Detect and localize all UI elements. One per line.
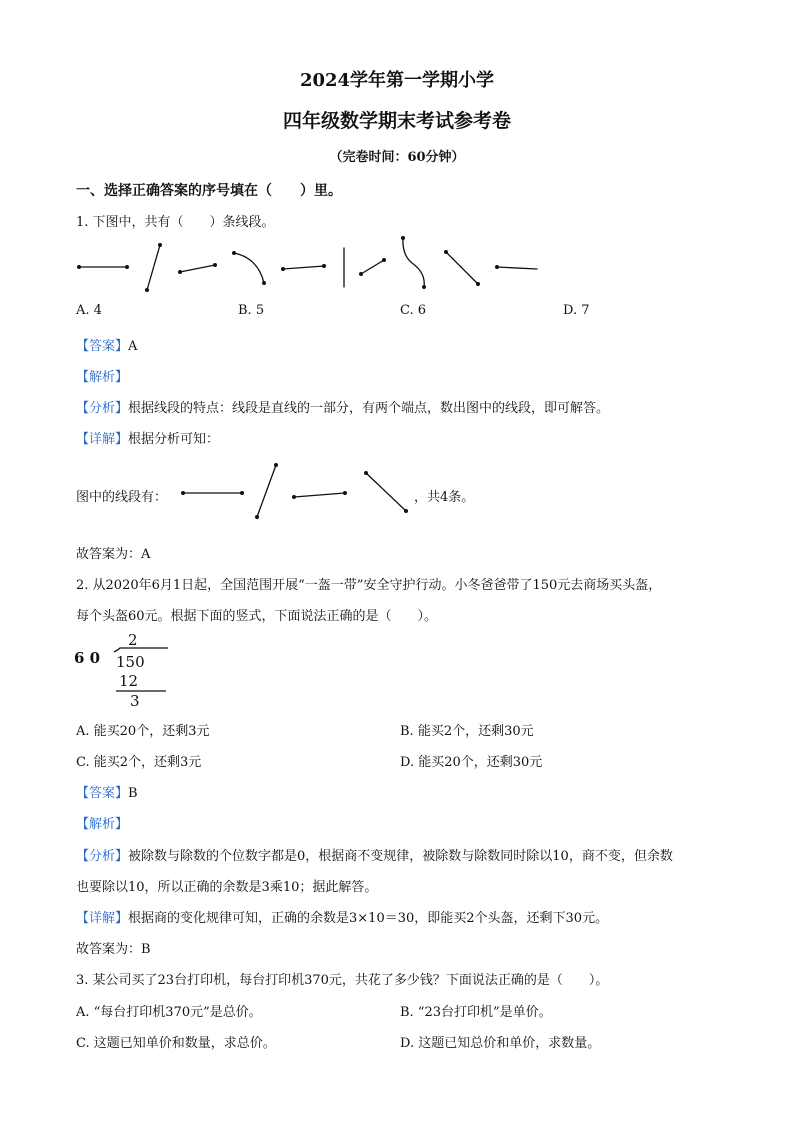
question-2-stem-line-2: 每个头盔60元。根据下面的竖式，下面说法正确的是（ ）。 bbox=[76, 609, 438, 624]
figure-segment-2 bbox=[147, 245, 160, 290]
q2-fenxi-text: 被除数与除数的个位数字都是0，根据商不变规律，被除数与除数同时除以10，商不变，但余数 bbox=[128, 849, 673, 864]
q2-answer-line bbox=[76, 782, 138, 801]
q2-option-c: C. 能买2个，还剩3元 bbox=[76, 755, 202, 770]
fenxi-tag: 【分析】 bbox=[76, 401, 129, 416]
analysis-tag: 【解析】 bbox=[76, 370, 129, 385]
option-c: C. 6 bbox=[400, 303, 427, 318]
division-quotient: 2 bbox=[128, 631, 138, 649]
q2-analysis-xiangjie bbox=[76, 907, 608, 926]
q2-analysis-fenxi bbox=[76, 845, 673, 864]
solution-segment-3 bbox=[294, 493, 345, 497]
q2-xiangjie-tag: 【详解】 bbox=[76, 911, 129, 926]
division-bracket bbox=[74, 628, 174, 710]
q3-option-a: A. “每台打印机370元”是总价。 bbox=[76, 1005, 262, 1020]
q2-option-b: B. 能买2个，还剩30元 bbox=[400, 724, 534, 739]
q2-fenxi-tag: 【分析】 bbox=[76, 849, 129, 864]
answer-line bbox=[76, 335, 137, 354]
question-1-stem: 1. 下图中，共有（ ）条线段。 bbox=[76, 215, 275, 230]
exam-duration: （完卷时间：60分钟） bbox=[329, 150, 465, 165]
figure-curve-1 bbox=[234, 253, 264, 283]
fenxi-text: 根据线段的特点：线段是直线的一部分，有两个端点，数出图中的线段，即可解答。 bbox=[128, 401, 610, 416]
answer-tag: 【答案】 bbox=[76, 339, 129, 354]
question-1-solution-figure bbox=[0, 455, 794, 525]
q3-option-c: C. 这题已知单价和数量，求总价。 bbox=[76, 1036, 276, 1051]
figure-segment-4 bbox=[283, 266, 324, 269]
xiangjie-text: 根据分析可知： bbox=[128, 432, 220, 447]
q2-answer-tag: 【答案】 bbox=[76, 786, 129, 801]
q2-option-a: A. 能买20个，还剩3元 bbox=[76, 724, 210, 739]
page-subtitle: 四年级数学期末考试参考卷 bbox=[282, 110, 511, 132]
option-a: A. 4 bbox=[76, 303, 102, 318]
q2-conclusion: 故答案为：B bbox=[76, 942, 151, 957]
xiangjie-tag: 【详解】 bbox=[76, 432, 129, 447]
analysis-fenxi bbox=[76, 397, 609, 416]
conclusion: 故答案为：A bbox=[76, 547, 151, 562]
option-b: B. 5 bbox=[238, 303, 265, 318]
q3-option-d: D. 这题已知总价和单价，求数量。 bbox=[400, 1036, 601, 1051]
solution-segment-4 bbox=[366, 473, 406, 511]
question-2-stem-line-1: 2. 从2020年6月1日起，全国范围开展“一盔一带”安全守护行动。小冬爸爸带了150元去商场买头盔， bbox=[76, 578, 662, 593]
q2-analysis-tag: 【解析】 bbox=[76, 817, 129, 832]
q3-option-b: B. “23台打印机”是单价。 bbox=[400, 1005, 552, 1020]
analysis-xiangjie bbox=[76, 428, 219, 447]
figure-curve-2 bbox=[403, 238, 424, 287]
option-d: D. 7 bbox=[563, 303, 590, 318]
division-remainder: 3 bbox=[130, 692, 140, 710]
division-dividend: 150 bbox=[116, 653, 145, 671]
page-title: 2024学年第一学期小学 bbox=[299, 70, 495, 91]
figure-segment-3 bbox=[180, 265, 215, 272]
section-heading: 一、选择正确答案的序号填在（ ）里。 bbox=[76, 183, 342, 199]
division-product: 12 bbox=[119, 672, 139, 690]
figure-ray bbox=[497, 267, 537, 269]
answer-value: A bbox=[128, 339, 138, 354]
q2-fenxi-line-2: 也要除以10，所以正确的余数是3乘10；据此解答。 bbox=[76, 880, 378, 895]
solution-segment-2 bbox=[257, 465, 276, 517]
question-1-figure bbox=[0, 230, 794, 300]
segments-prefix: 图中的线段有： bbox=[76, 490, 168, 505]
q2-option-d: D. 能买20个，还剩30元 bbox=[400, 755, 543, 770]
figure-segment-5 bbox=[361, 260, 384, 274]
q2-answer-value: B bbox=[128, 786, 138, 801]
segments-suffix: ，共4条。 bbox=[414, 490, 475, 505]
long-division bbox=[74, 628, 174, 710]
figure-segment-6 bbox=[446, 252, 478, 284]
q2-xiangjie-text: 根据商的变化规律可知，正确的余数是3×10＝30，即能买2个头盔，还剩下30元。 bbox=[128, 911, 609, 926]
question-3-stem: 3. 某公司买了23台打印机，每台打印机370元，共花了多少钱？下面说法正确的是（ ）。 bbox=[76, 973, 609, 988]
division-divisor: 6 0 bbox=[74, 649, 101, 667]
